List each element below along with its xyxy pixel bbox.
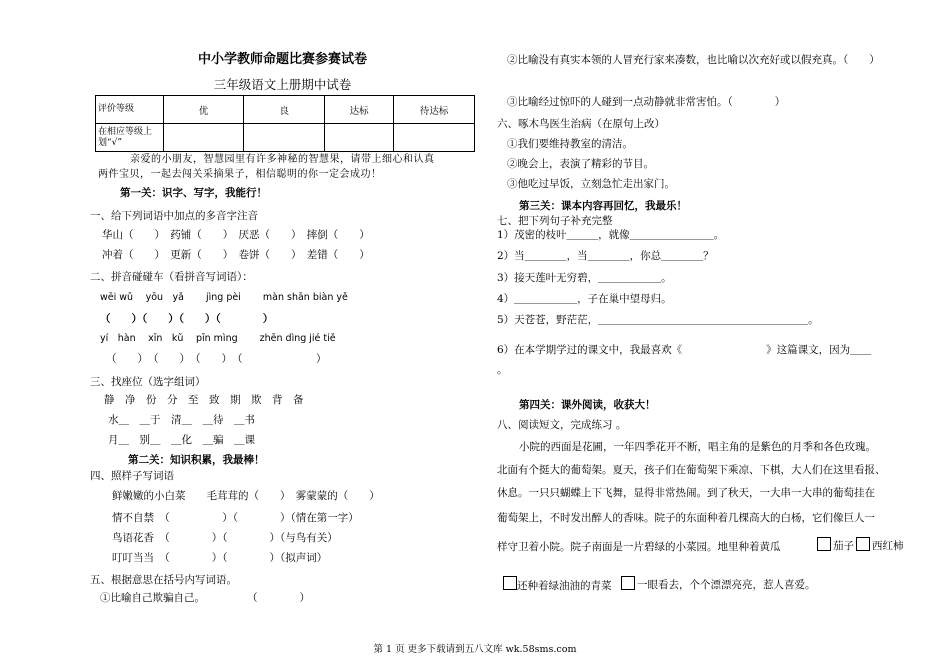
score-table-header-cell: 优 (163, 96, 244, 124)
score-cell[interactable] (325, 124, 394, 152)
exam-title: 中小学教师命题比赛参赛试卷 (197, 52, 367, 67)
right-line: 第三关：课本内容再回忆，我最乐！ (519, 200, 687, 212)
score-table-mark-row (96, 124, 475, 152)
right-line: 样守卫着小院。院子南面是一片碧绿的小菜园。地里种着黄瓜 (497, 541, 781, 553)
score-table-header-cell: 待达标 (394, 96, 475, 124)
left-line: （ ） （ ） （ ） （ ） (106, 353, 327, 365)
left-line: 第二关：知识积累，我最棒！ (128, 454, 265, 466)
exam-subtitle: 三年级语文上册期中试卷 (213, 77, 352, 92)
left-line: （ ）（ ）（ ）（ ） (100, 313, 274, 325)
right-line: 。 (497, 364, 508, 376)
right-line: 小院的西面是花圃，一年四季花开不断，唱主角的是紫色的月季和各色玫瑰。 (519, 441, 876, 453)
right-line: 还种着绿油油的青菜 (517, 580, 612, 592)
left-line: 情不自禁 （ ）（ ）（情在第一字） (112, 512, 359, 524)
answer-boxes-row-2b (619, 576, 816, 592)
answer-box[interactable] (817, 537, 831, 551)
right-line: ③他吃过早饭，立刻急忙走出家门。 (507, 178, 675, 190)
left-line: 华山（ ） 药铺（ ） 厌恶（ ） 摔倒（ ） (102, 229, 370, 241)
left-line: 叮叮当当 （ ）（ ）（拟声词） (112, 552, 328, 564)
right-line: 4）＿＿＿＿＿＿，子在巢中望母归。 (497, 293, 672, 305)
right-line: 休息。一只只蝴蝶上下飞舞，显得非常热闹。到了秋天，一大串一大串的葡萄挂在 (497, 487, 875, 499)
score-table (95, 95, 475, 152)
left-line: 鲜嫩嫩的小白菜 毛茸茸的（ ） 雾蒙蒙的（ ） (112, 490, 380, 502)
score-table-header-row (96, 96, 475, 124)
passage-tail: 一眼看去，个个漂漂亮亮，惹人喜爱。 (637, 579, 816, 591)
right-line: 六、啄木鸟医生治病（在原句上改） (497, 118, 665, 130)
right-line: ②比喻没有真实本领的人冒充行家来凑数，也比喻以次充好或以假充真。（ ） (507, 54, 880, 66)
right-line: 1）茂密的枝叶＿＿＿，就像＿＿＿＿＿＿＿＿。 (497, 229, 725, 241)
answer-boxes-row-1 (815, 537, 904, 553)
left-line: wēi wǔ yōu yǎ jìng pèi màn shān biàn yě (100, 292, 348, 303)
left-line: 冲着（ ） 更新（ ） 卷饼（ ） 差错（ ） (102, 249, 370, 261)
right-line: 第四关：课外阅读，收获大！ (519, 399, 656, 411)
left-line: 四、照样子写词语 (90, 470, 174, 482)
right-line: 北面有个挺大的葡萄架。夏天，孩子们在葡萄架下乘凉、下棋，大人们在这里看报、 (497, 464, 886, 476)
intro-line-1: 亲爱的小朋友，智慧园里有许多神秘的智慧果，请带上细心和认真 (130, 154, 435, 165)
right-line: 3）接天莲叶无穷碧，＿＿＿＿＿＿。 (497, 272, 672, 284)
tomato-text: 西红柿 (872, 540, 904, 552)
right-line: 2）当＿＿＿＿，当＿＿＿＿，你总＿＿＿＿？ (497, 250, 714, 262)
left-line: 五、根据意思在括号内写词语。 (90, 574, 237, 586)
right-line: ③比喻经过惊吓的人碰到一点动静就非常害怕。（ ） (507, 96, 786, 108)
right-line: 6）在本学期学过的课文中，我最喜欢《 》这篇课文，因为＿＿ (497, 344, 872, 356)
score-cell[interactable] (163, 124, 244, 152)
left-line: 第一关：识字、写字，我能行！ (120, 187, 267, 199)
left-line: ①比喻自己欺骗自己。 （ ） (100, 592, 310, 604)
right-line: ①我们要维持教室的清洁。 (507, 138, 633, 150)
answer-box[interactable] (856, 537, 870, 551)
left-line: 二、拼音碰碰车（看拼音写词语）： (90, 271, 253, 283)
page-footer: 第 1 页 更多下载请到五八文库 wk.58sms.com (373, 644, 577, 655)
eggplant-text: 茄子 (833, 540, 854, 552)
left-line: 三、找座位（选字组词） (90, 376, 206, 388)
answer-box[interactable] (503, 576, 517, 590)
answer-boxes-row-2 (501, 576, 519, 592)
score-table-header-cell: 良 (244, 96, 325, 124)
intro-line-2: 两件宝贝，一起去闯关采摘果子，相信聪明的你一定会成功！ (98, 169, 382, 180)
left-line: 一、给下列词语中加点的多音字注音 (90, 210, 258, 222)
left-line: 静 净 份 分 至 致 期 欺 背 备 (104, 394, 304, 406)
left-line: 鸟语花香 （ ）（ ）（与鸟有关） (112, 532, 338, 544)
right-line: 八、阅读短文，完成练习 。 (497, 419, 627, 431)
right-line: ②晚会上，表演了精彩的节目。 (507, 158, 654, 170)
left-line: 水＿ ＿于 清＿ ＿待 ＿书 (108, 414, 255, 426)
right-line: 七、把下列句子补充完整 (497, 215, 613, 227)
left-line: 月＿ 别＿ ＿化 ＿骗 ＿课 (108, 434, 255, 446)
answer-box[interactable] (621, 576, 635, 590)
score-table-row-label: 在相应等级上划“√” (96, 124, 164, 152)
score-cell[interactable] (394, 124, 475, 152)
score-cell[interactable] (244, 124, 325, 152)
score-table-header-cell: 评价等级 (96, 96, 164, 124)
left-line: yí hàn xīn kǔ pīn mìng zhēn dìng jié tiě (100, 333, 336, 344)
right-line: 葡萄架上，不时发出醉人的香味。院子的东面种着几棵高大的白杨，它们像巨人一 (497, 512, 875, 524)
right-line: 5）天苍苍，野茫茫，＿＿＿＿＿＿＿＿＿＿＿＿＿＿＿＿＿＿＿＿。 (497, 314, 819, 326)
score-table-header-cell: 达标 (325, 96, 394, 124)
